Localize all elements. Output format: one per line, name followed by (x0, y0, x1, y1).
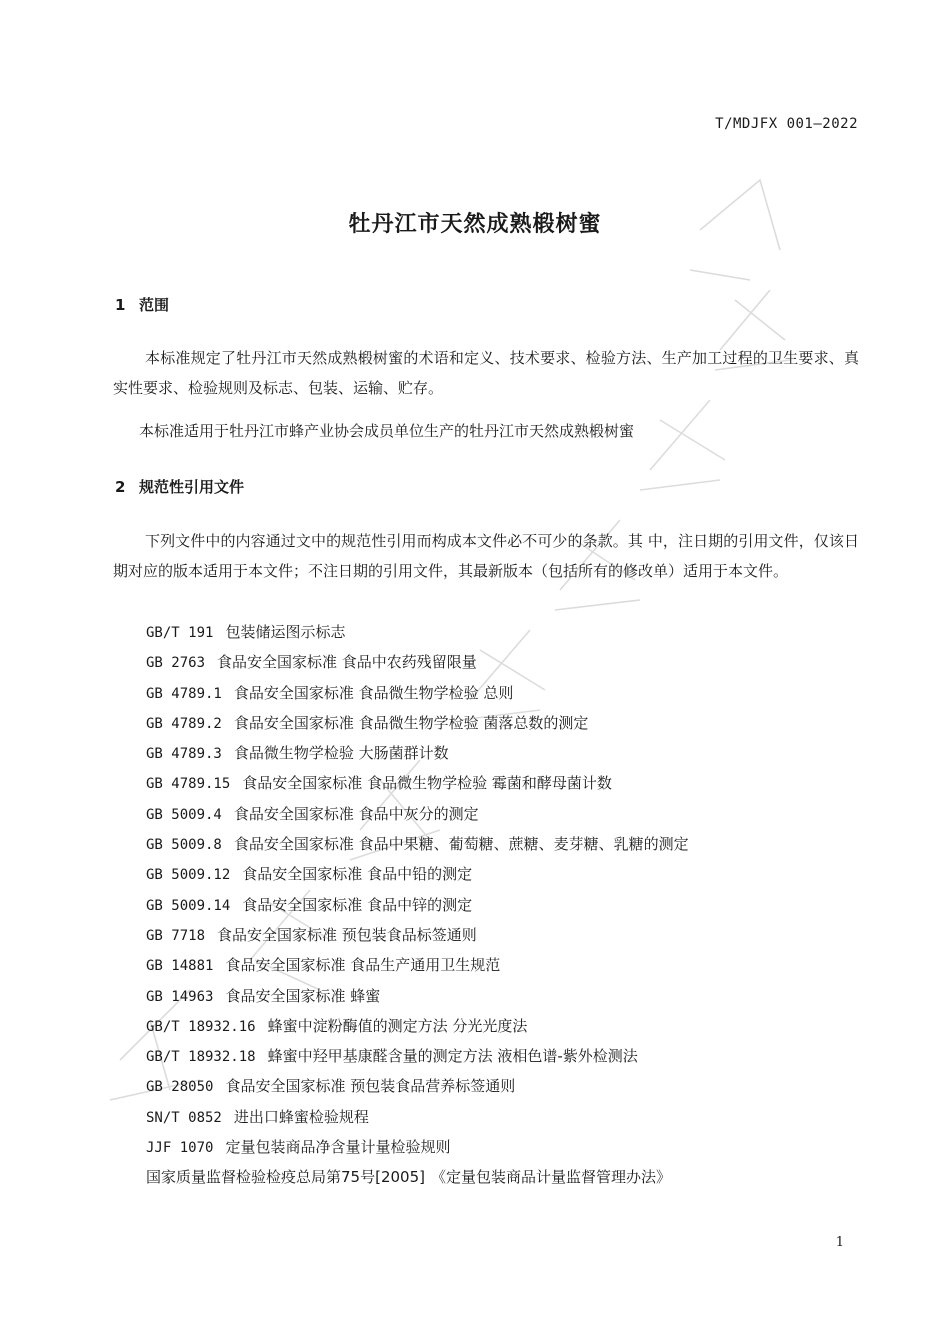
reference-item (146, 920, 866, 950)
reference-title: 食品安全国家标准 蜂蜜 (225, 986, 381, 1005)
reference-item (146, 1071, 866, 1101)
reference-item (146, 950, 866, 980)
reference-title: 食品安全国家标准 食品生产通用卫生规范 (225, 956, 501, 975)
reference-item (146, 981, 866, 1011)
reference-item (146, 890, 866, 920)
reference-code: SN/T 0852 (146, 1109, 222, 1126)
reference-code: GB 5009.14 (146, 897, 231, 914)
page-number: 1 (835, 1235, 844, 1250)
reference-item (146, 708, 866, 738)
reference-code: GB 5009.12 (146, 867, 231, 884)
section-1-heading (115, 294, 169, 315)
reference-title: 蜂蜜中羟甲基康醛含量的测定方法 液相色谱-紫外检测法 (267, 1047, 638, 1066)
reference-code: GB 14881 (146, 958, 214, 975)
reference-title: 蜂蜜中淀粉酶值的测定方法 分光光度法 (267, 1016, 528, 1035)
reference-title: 食品安全国家标准 预包装食品标签通则 (217, 925, 477, 944)
reference-item (146, 1011, 866, 1041)
reference-item (146, 1102, 866, 1132)
reference-title: 食品微生物学检验 大肠菌群计数 (233, 744, 449, 763)
reference-item (146, 1162, 866, 1192)
section-1-paragraph-1: 本标准规定了牡丹江市天然成熟椴树蜜的术语和定义、技术要求、检验方法、生产加工过程的卫生要求、真实性要求、检验规则及标志、包装、运输、贮存。 (113, 349, 859, 397)
reference-title: 食品安全国家标准 预包装食品营养标签通则 (225, 1077, 516, 1096)
reference-title: 食品安全国家标准 食品中灰分的测定 (233, 804, 479, 823)
reference-code: GB/T 191 (146, 625, 214, 641)
section-2-number: 2 (115, 478, 126, 496)
reference-code: GB/T 18932.16 (146, 1018, 256, 1035)
reference-title: 包装储运图示标志 (225, 623, 346, 641)
reference-item (146, 799, 866, 829)
reference-code: GB 7718 (146, 927, 206, 944)
reference-code: GB 28050 (146, 1079, 214, 1096)
reference-code: GB/T 18932.18 (146, 1049, 256, 1066)
reference-code: GB 4789.3 (146, 746, 222, 763)
reference-item (146, 768, 866, 798)
reference-item (146, 738, 866, 768)
reference-code: GB 4789.2 (146, 715, 222, 732)
reference-title: 进出口蜂蜜检验规程 (233, 1107, 369, 1126)
reference-item (146, 1041, 866, 1071)
reference-code: GB 14963 (146, 988, 214, 1005)
reference-code: GB 4789.1 (146, 685, 222, 702)
reference-title: 食品安全国家标准 食品微生物学检验 霉菌和酵母菌计数 (242, 774, 612, 793)
reference-item (146, 1132, 866, 1162)
section-2-title: 规范性引用文件 (139, 478, 245, 496)
reference-item (146, 859, 866, 889)
reference-item (146, 617, 866, 647)
reference-title: 食品安全国家标准 食品中铅的测定 (242, 865, 473, 884)
section-1-title: 范围 (139, 296, 170, 314)
reference-code: GB 2763 (146, 655, 206, 672)
reference-title: 《定量包装商品计量监督管理办法》 (430, 1168, 671, 1187)
reference-title: 食品安全国家标准 食品微生物学检验 菌落总数的测定 (233, 713, 589, 732)
reference-title: 食品安全国家标准 食品中锌的测定 (242, 895, 473, 914)
section-2-heading (115, 476, 244, 497)
reference-title: 食品安全国家标准 食品微生物学检验 总则 (233, 683, 514, 702)
reference-title: 食品安全国家标准 食品中果糖、葡萄糖、蔗糖、麦芽糖、乳糖的测定 (233, 835, 689, 854)
section-1-number: 1 (115, 296, 126, 314)
reference-code: GB 4789.15 (146, 776, 231, 793)
reference-code: GB 5009.4 (146, 806, 222, 823)
reference-code: JJF 1070 (146, 1140, 214, 1157)
section-1-paragraph-2: 本标准适用于牡丹江市蜂产业协会成员单位生产的牡丹江市天然成熟椴树蜜 (139, 422, 635, 440)
section-2-paragraph-1: 下列文件中的内容通过文中的规范性引用而构成本文件必不可少的条款。其 中，注日期的引用文件，仅该日期对应的版本适用于本文件；不注日期的引用文件，其最新版本（包括所有的修改单）适用于本文件。 (113, 532, 859, 580)
reference-title: 定量包装商品净含量计量检验规则 (225, 1138, 451, 1157)
reference-item (146, 829, 866, 859)
standard-code: T/MDJFX 001—2022 (715, 116, 858, 132)
reference-item (146, 647, 866, 677)
reference-code: 国家质量监督检验检疫总局第75号[2005] (146, 1168, 425, 1187)
reference-list (146, 617, 866, 1193)
reference-code: GB 5009.8 (146, 837, 222, 854)
page-title: 牡丹江市天然成熟椴树蜜 (348, 212, 602, 237)
reference-title: 食品安全国家标准 食品中农药残留限量 (217, 653, 477, 672)
reference-item (146, 678, 866, 708)
